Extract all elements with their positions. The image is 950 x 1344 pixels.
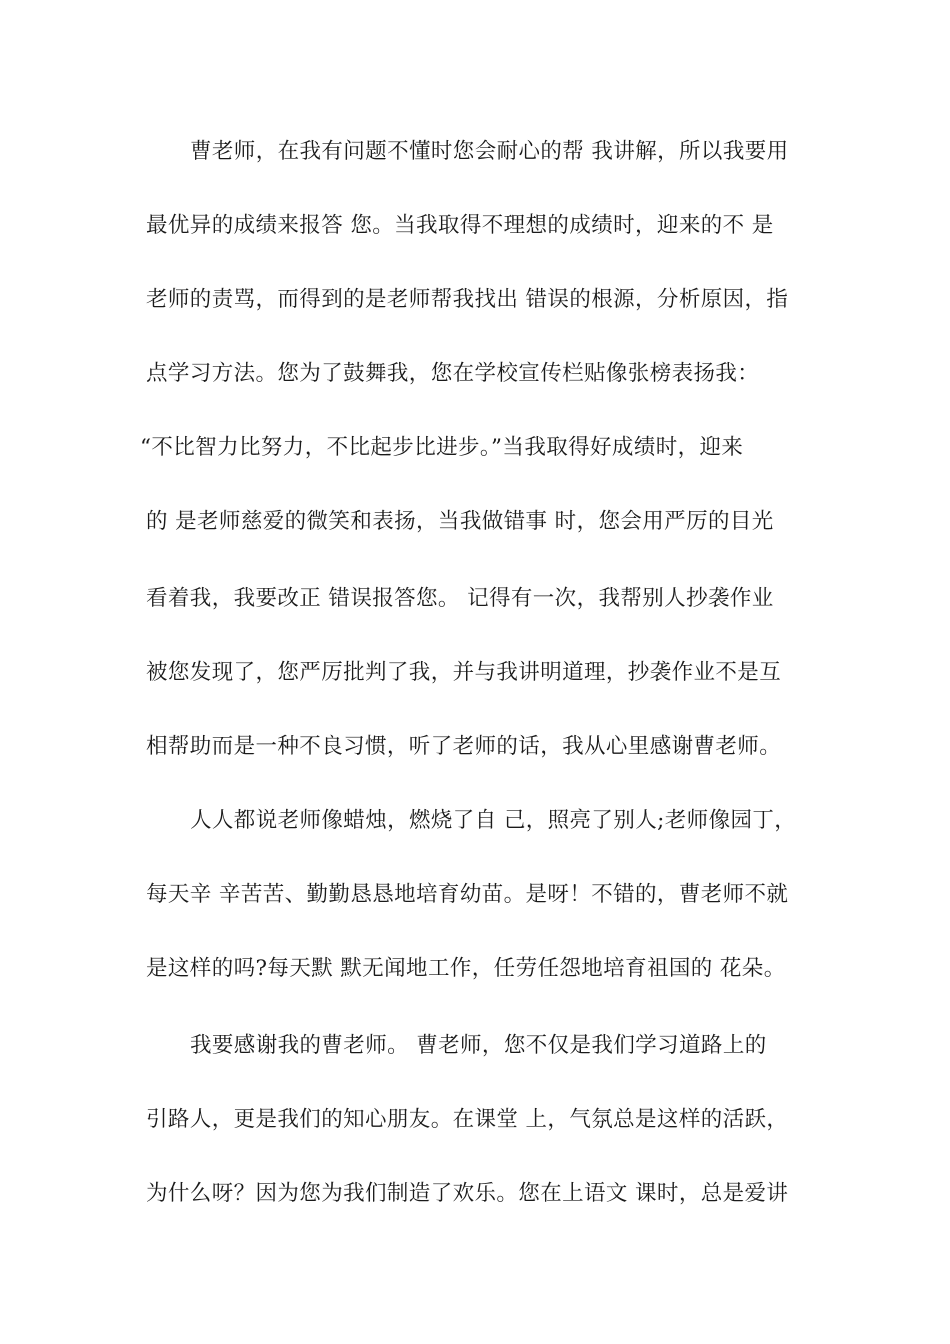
- paragraph-line: “不比智力比努力，不比起步比进步。”当我取得好成绩时，迎来: [140, 435, 744, 460]
- paragraph-line: 引路人，更是我们的知心朋友。在课堂 上，气氛总是这样的活跃，: [146, 1107, 789, 1132]
- paragraph-line: 的 是老师慈爱的微笑和表扬，当我做错事 时，您会用严厉的目光: [146, 509, 774, 534]
- paragraph-line: 人人都说老师像蜡烛，燃烧了自 己，照亮了别人;老师像园丁，: [190, 808, 797, 833]
- paragraph-line: 最优异的成绩来报答 您。当我取得不理想的成绩时，迎来的不 是: [146, 213, 774, 238]
- paragraph-line: 点学习方法。您为了鼓舞我，您在学校宣传栏贴像张榜表扬我：: [146, 361, 760, 386]
- paragraph-line: 看着我，我要改正 错误报答您。 记得有一次，我帮别人抄袭作业: [146, 586, 774, 611]
- paragraph-line: 是这样的吗?每天默 默无闻地工作，任劳任怨地培育祖国的 花朵。: [146, 956, 786, 981]
- paragraph-line: 相帮助而是一种不良习惯，听了老师的话，我从心里感谢曹老师。: [146, 734, 782, 759]
- paragraph-line: 每天辛 辛苦苦、勤勤恳恳地培育幼苗。是呀！不错的，曹老师不就: [146, 882, 789, 907]
- paragraph-line: 曹老师，在我有问题不懂时您会耐心的帮 我讲解，所以我要用: [190, 139, 789, 164]
- paragraph-line: 我要感谢我的曹老师。 曹老师，您不仅是我们学习道路上的: [190, 1033, 767, 1058]
- paragraph-line: 为什么呀？因为您为我们制造了欢乐。您在上语文 课时，总是爱讲: [146, 1181, 789, 1206]
- paragraph-line: 被您发现了，您严厉批判了我，并与我讲明道理，抄袭作业不是互: [146, 660, 782, 685]
- paragraph-line: 老师的责骂，而得到的是老师帮我找出 错误的根源，分析原因，指: [146, 287, 789, 312]
